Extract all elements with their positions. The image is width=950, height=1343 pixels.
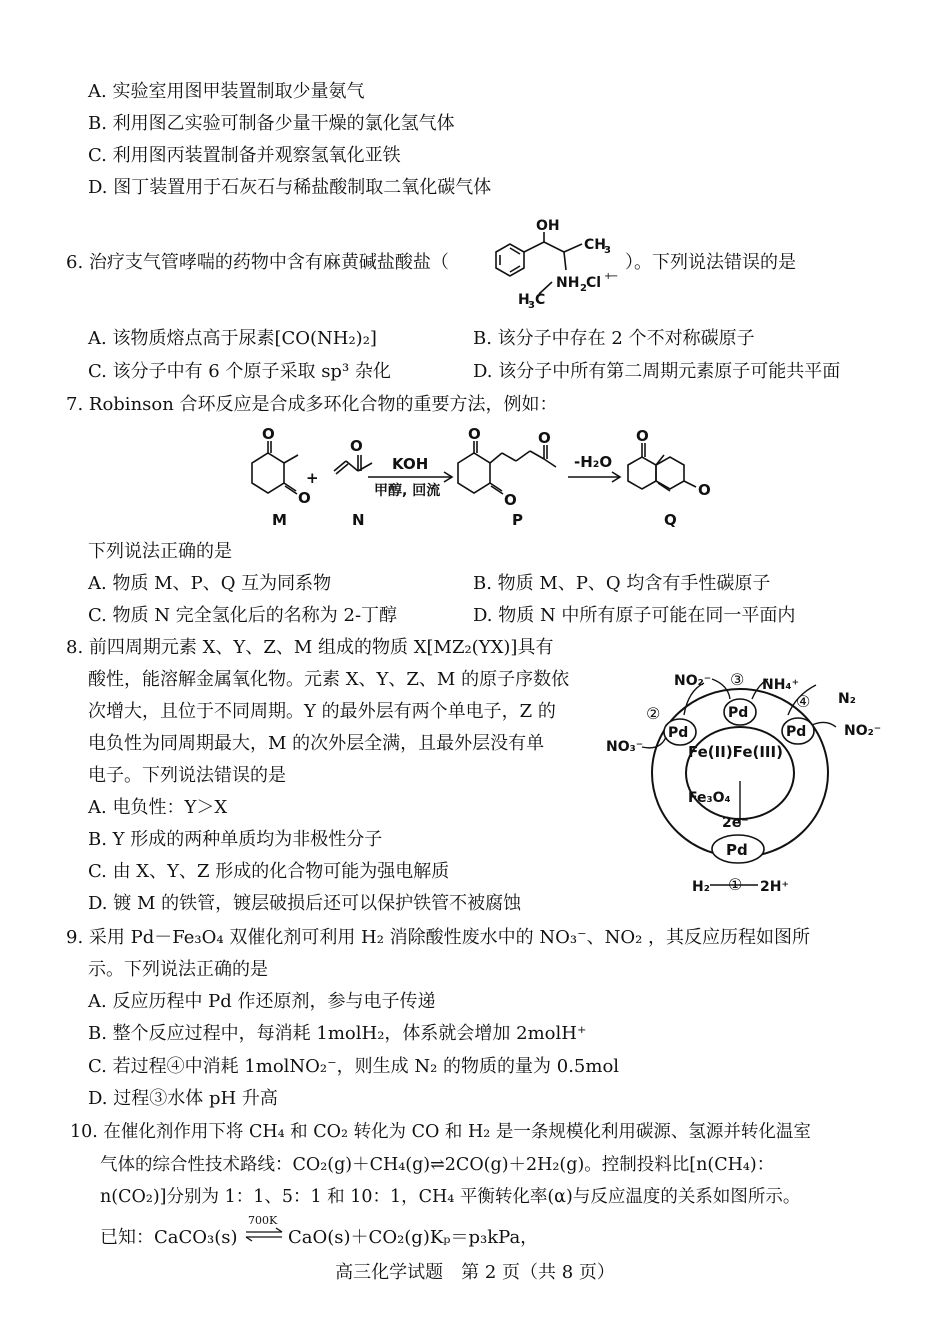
svg-text:O: O <box>504 491 517 509</box>
svg-text:O: O <box>636 427 649 445</box>
pd-node-right: Pd <box>786 724 807 740</box>
h-plus-label: 2H⁺ <box>760 879 789 895</box>
ephedrine-structure <box>484 212 629 312</box>
svg-text:3: 3 <box>604 245 611 256</box>
q10-known-start: 已知：CaCO₃(s) <box>100 1227 238 1248</box>
no2-right-label: NO₂⁻ <box>844 723 882 739</box>
q8-option-b: B. Y 形成的两种单质均为非极性分子 <box>88 829 383 850</box>
svg-text:C: C <box>535 292 546 308</box>
q9-option-c: C. 若过程④中消耗 1molNO₂⁻，则生成 N₂ 的物质的量为 0.5mol <box>88 1056 620 1077</box>
q6-option-a: A. 该物质熔点高于尿素[CO(NH₂)₂] <box>88 328 377 349</box>
q5-option-a: A. 实验室用图甲装置制取少量氨气 <box>88 81 365 102</box>
svg-text:O: O <box>262 425 275 443</box>
q7-stem: 7. Robinson 合环反应是合成多环化合物的重要方法，例如： <box>66 394 558 415</box>
svg-text:O: O <box>698 481 711 499</box>
dehydration-label: -H₂O <box>574 453 613 471</box>
q7-option-d: D. 物质 N 中所有原子可能在同一平面内 <box>473 605 796 626</box>
q8-stem-line-3: 次增大，且位于不同周期。Y 的最外层有两个单电子，Z 的 <box>88 701 556 722</box>
q8-option-a: A. 电负性：Y＞X <box>88 797 228 818</box>
q8-stem-line-4: 电负性为同周期最大，M 的次外层全满，且最外层没有单 <box>88 733 545 754</box>
svg-text:O: O <box>298 489 311 507</box>
pd-node-top: Pd <box>728 705 749 721</box>
svg-text:O: O <box>350 437 363 455</box>
q6-stem-end: ）。下列说法错误的是 <box>625 252 796 273</box>
svg-text:−: − <box>610 271 619 282</box>
pd-node-left: Pd <box>668 725 689 741</box>
svg-text:2: 2 <box>580 283 587 294</box>
q8-stem-line-5: 电子。下列说法错误的是 <box>88 765 286 786</box>
q7-prompt: 下列说法正确的是 <box>88 541 232 562</box>
q8-stem-line-2: 酸性，能溶解金属氧化物。元素 X、Y、Z、M 的原子序数依 <box>88 669 570 690</box>
label-q: Q <box>664 511 677 529</box>
q7-option-b: B. 物质 M、P、Q 均含有手性碳原子 <box>473 573 771 594</box>
label-p: P <box>512 511 523 529</box>
q5-option-c: C. 利用图丙装置制备并观察氢氧化亚铁 <box>88 145 401 166</box>
no3-label: NO₃⁻ <box>606 739 644 755</box>
reagent-methanol-reflux: 甲醇, 回流 <box>374 483 441 499</box>
struct-oh: OH <box>536 218 560 234</box>
plus-sign: + <box>306 469 319 487</box>
page-footer: 高三化学试题 第 2 页（共 8 页） <box>335 1262 615 1283</box>
q9-option-b: B. 整个反应过程中，每消耗 1molH₂，体系就会增加 2molH⁺ <box>88 1023 587 1044</box>
h2-label: H₂ <box>692 879 710 895</box>
label-m: M <box>272 511 287 529</box>
q9-option-a: A. 反应历程中 Pd 作还原剂，参与电子传递 <box>88 991 436 1012</box>
step-1: ① <box>728 875 743 894</box>
q9-option-d: D. 过程③水体 pH 升高 <box>88 1088 278 1109</box>
q10-line-1: 10. 在催化剂作用下将 CH₄ 和 CO₂ 转化为 CO 和 H₂ 是一条规模化利用碳源、氢源并转化温室 <box>70 1122 811 1142</box>
struct-cl: Cl <box>586 275 602 291</box>
step-4: ④ <box>796 692 811 711</box>
q9-stem-line-1: 9. 采用 Pd－Fe₃O₄ 双催化剂可利用 H₂ 消除酸性废水中的 NO₃⁻、NO₂ ，其反应历程如图所 <box>66 927 811 948</box>
label-n: N <box>352 511 365 529</box>
q5-option-b: B. 利用图乙实验可制备少量干燥的氯化氢气体 <box>88 113 455 134</box>
q8-option-c: C. 由 X、Y、Z 形成的化合物可能为强电解质 <box>88 861 450 882</box>
svg-text:O: O <box>538 429 551 447</box>
q10-line-2: 气体的综合性技术路线：CO₂(g)＋CH₄(g)⇌2CO(g)＋2H₂(g)。控制投料比[n(CH₄)： <box>100 1155 775 1175</box>
struct-nh: NH <box>556 275 580 291</box>
q8-option-d: D. 镀 M 的铁管，镀层破损后还可以保护铁管不被腐蚀 <box>88 893 522 914</box>
fe3o4-label: Fe₃O₄ <box>688 790 731 806</box>
q5-option-d: D. 图丁装置用于石灰石与稀盐酸制取二氧化碳气体 <box>88 177 492 198</box>
struct-h3c: H <box>518 292 530 308</box>
q10-line-3: n(CO₂)]分别为 1：1、5：1 和 10：1，CH₄ 平衡转化率(α)与反应温度的关系如图所示。 <box>100 1187 801 1207</box>
q6-stem-start: 6. 治疗支气管哮喘的药物中含有麻黄碱盐酸盐（ <box>66 252 449 273</box>
q9-stem-line-2: 示。下列说法正确的是 <box>88 959 268 980</box>
svg-text:3: 3 <box>528 300 535 311</box>
nh4-label: NH₄⁺ <box>762 677 799 693</box>
q8-stem-line-1: 8. 前四周期元素 X、Y、Z、M 组成的物质 X[MZ₂(YX)]具有 <box>66 637 554 658</box>
electrons-label: 2e⁻ <box>722 815 749 831</box>
step-3: ③ <box>730 670 745 689</box>
fe-label: Fe(II)Fe(III) <box>688 743 783 761</box>
step-2: ② <box>646 704 661 723</box>
q10-known-end: CaO(s)＋CO₂(g)Kₚ＝p₃kPa， <box>288 1227 539 1248</box>
q7-option-c: C. 物质 N 完全氢化后的名称为 2-丁醇 <box>88 605 398 626</box>
catalysis-mechanism-diagram <box>600 655 890 900</box>
q6-option-b: B. 该分子中存在 2 个不对称碳原子 <box>473 328 755 349</box>
svg-text:+: + <box>604 271 613 282</box>
pd-node-bottom: Pd <box>726 841 748 859</box>
reagent-koh: KOH <box>392 455 429 473</box>
struct-ch3: CH <box>584 237 606 253</box>
svg-text:O: O <box>468 425 481 443</box>
q10-known-condition: 700K <box>248 1214 278 1227</box>
n2-label: N₂ <box>838 691 856 707</box>
robinson-reaction-scheme <box>240 425 740 533</box>
q7-option-a: A. 物质 M、P、Q 互为同系物 <box>88 573 332 594</box>
q6-option-c: C. 该分子中有 6 个原子采取 sp³ 杂化 <box>88 361 391 382</box>
equilibrium-arrow-icon <box>244 1227 284 1243</box>
q6-option-d: D. 该分子中所有第二周期元素原子可能共平面 <box>473 361 841 382</box>
no2-top-label: NO₂⁻ <box>674 673 712 689</box>
